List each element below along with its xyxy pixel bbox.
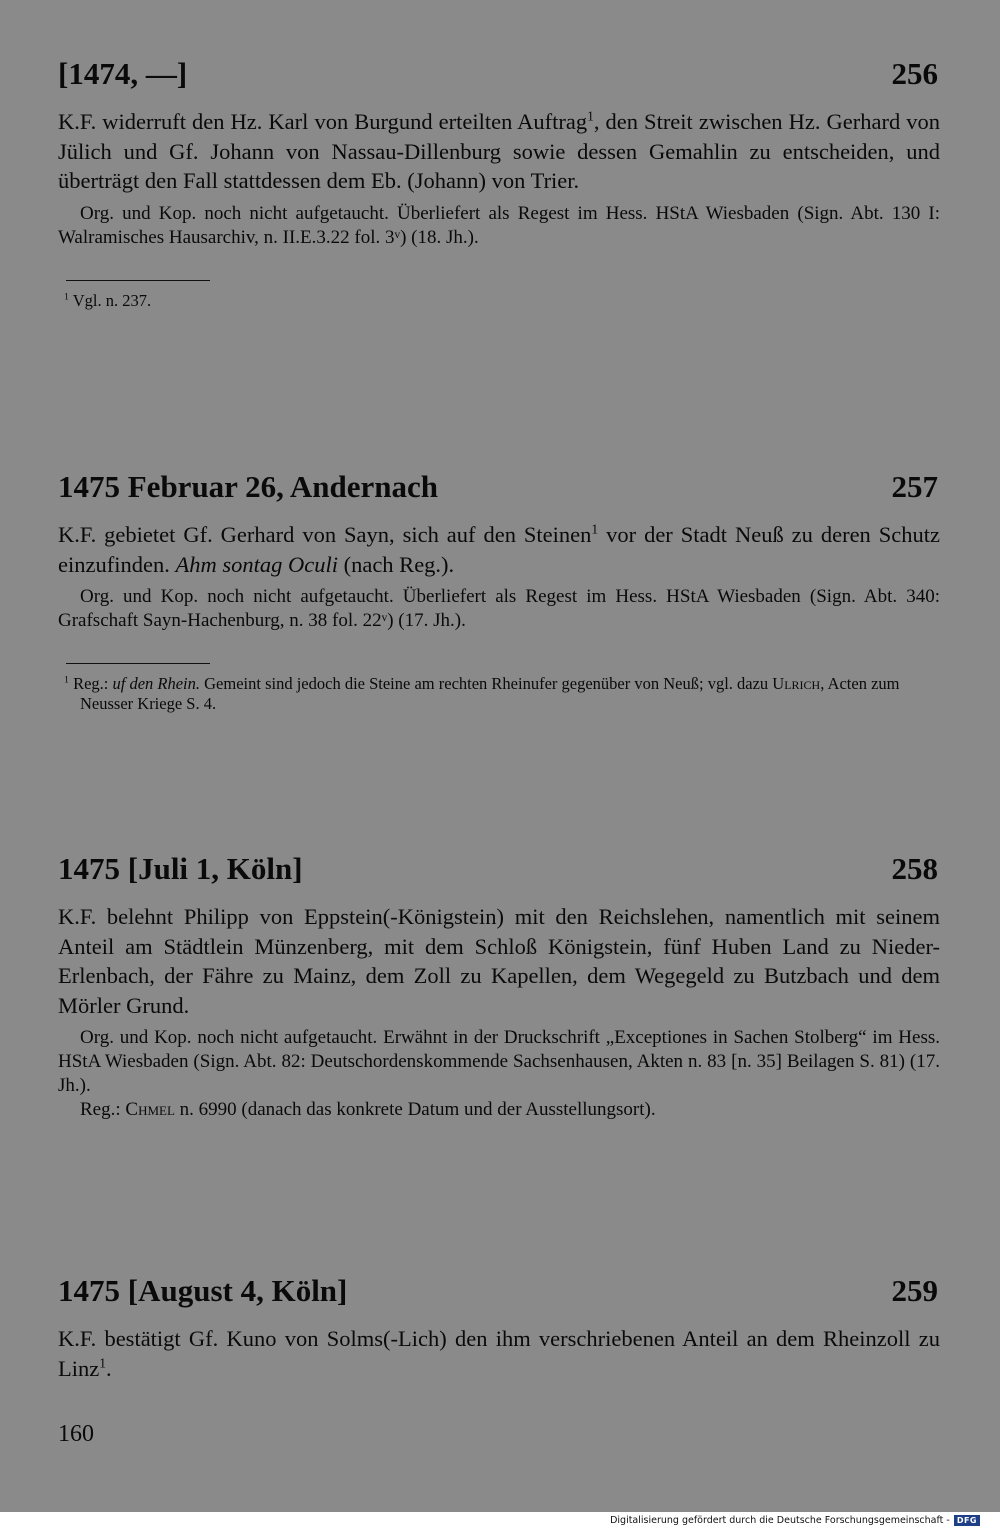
footnote-quote: uf den Rhein. <box>112 674 201 693</box>
footnote-text: Reg.: <box>73 674 113 693</box>
entry-header <box>58 850 940 888</box>
summary-text: , den Streit zwischen Hz. Gerhard von Jülich und Gf. Johann von Nassau-Dillenburg sowie dessen Gemahlin zu entscheiden, und überträgt den Fall stattdessen dem Eb. (Johann) von Trier. <box>58 109 940 193</box>
footnote-divider <box>66 280 210 281</box>
entry-256 <box>58 55 940 311</box>
entry-number: 257 <box>891 469 938 504</box>
entry-date: 1475 [August 4, Köln] <box>58 1273 348 1308</box>
footnote <box>64 674 940 714</box>
footnote-marker: 1 <box>591 521 599 537</box>
entry-257 <box>58 468 940 714</box>
footnote-number: 1 <box>64 674 69 686</box>
tradition-note: Org. und Kop. noch nicht aufgetaucht. Erwähnt in der Druckschrift „Exceptiones in Sachen Stolberg“ im Hess. HStA Wiesbaden (Sign. Abt. 82: Deutschordenskommende Sachsenhausen, Akten n. 83 [n. 35] Beilagen S. 81) (17. Jh.). <box>58 1027 940 1096</box>
credit-text: Digitalisierung gefördert durch die Deutsche Forschungsgemeinschaft - <box>610 1515 950 1526</box>
footnote-marker: 1 <box>99 1355 106 1370</box>
regest-author: Chmel <box>125 1099 175 1120</box>
summary-text: K.F. widerruft den Hz. Karl von Burgund erteilten Auftrag <box>58 109 588 134</box>
digitization-credit <box>610 1515 980 1526</box>
footnote-text: Vgl. n. 237. <box>72 290 152 310</box>
entry-summary <box>58 107 940 196</box>
entry-header <box>58 468 940 506</box>
entry-259 <box>58 1272 940 1383</box>
regest-text: Reg.: <box>80 1099 126 1120</box>
footnote-text: , Acten zum Neusser Kriege S. 4. <box>80 674 900 713</box>
entry-date: 1475 Februar 26, Andernach <box>58 469 439 504</box>
entry-number: 259 <box>891 1273 938 1308</box>
entry-number: 256 <box>891 56 938 91</box>
entry-258 <box>58 850 940 1122</box>
summary-text: K.F. gebietet Gf. Gerhard von Sayn, sich auf den Steinen <box>58 522 592 547</box>
page-number: 160 <box>58 1421 94 1447</box>
summary-text: . <box>105 1355 112 1381</box>
footnote-author: Ulrich <box>772 674 821 693</box>
dfg-logo-icon: DFG <box>954 1515 980 1526</box>
footnote-marker: 1 <box>587 108 594 124</box>
entry-summary <box>58 520 940 579</box>
entry-summary <box>58 1324 940 1383</box>
regest-note <box>58 1098 940 1122</box>
footnote-text: Gemeint sind jedoch die Steine am rechten Rheinufer gegenüber von Neuß; vgl. dazu <box>200 674 773 693</box>
footnote-divider <box>66 663 210 664</box>
summary-date-quote: Ahm sontag Oculi <box>175 551 338 577</box>
summary-text: (nach Reg.). <box>337 551 455 577</box>
tradition-note: Org. und Kop. noch nicht aufgetaucht. Überliefert als Regest im Hess. HStA Wiesbaden (Sign. Abt. 130 I: Walramisches Hausarchiv, n. II.E.3.22 fol. 3ᵛ) (18. Jh.). <box>58 202 940 248</box>
summary-text: K.F. bestätigt Gf. Kuno von Solms(-Lich) den ihm verschriebenen Anteil an dem Rheinzoll zu Linz <box>58 1326 940 1381</box>
entry-summary: K.F. belehnt Philipp von Eppstein(-Königstein) mit den Reichslehen, namentlich mit seinem Anteil am Städtlein Münzenberg, mit dem Schloß Königstein, fünf Huben Land zu Nieder-Erlenbach, der Fähre zu Mainz, dem Zoll zu Kapellen, dem Wegegeld zu Butzbach und dem Mörler Grund. <box>58 904 940 1018</box>
entry-date: [1474, —] <box>58 56 188 91</box>
entry-header <box>58 55 940 93</box>
entry-number: 258 <box>891 851 938 886</box>
tradition-note: Org. und Kop. noch nicht aufgetaucht. Überliefert als Regest im Hess. HStA Wiesbaden (Sign. Abt. 340: Grafschaft Sayn-Hachenburg, n. 38 fol. 22ᵛ) (17. Jh.). <box>58 586 940 631</box>
entry-date: 1475 [Juli 1, Köln] <box>58 851 303 886</box>
footnote <box>64 291 940 311</box>
footnote-number: 1 <box>64 291 69 302</box>
regest-text: n. 6990 (danach das konkrete Datum und der Ausstellungsort). <box>174 1099 656 1120</box>
summary-text: vor der Stadt Neuß zu deren Schutz einzufinden. <box>58 522 941 577</box>
entry-header <box>58 1272 940 1310</box>
